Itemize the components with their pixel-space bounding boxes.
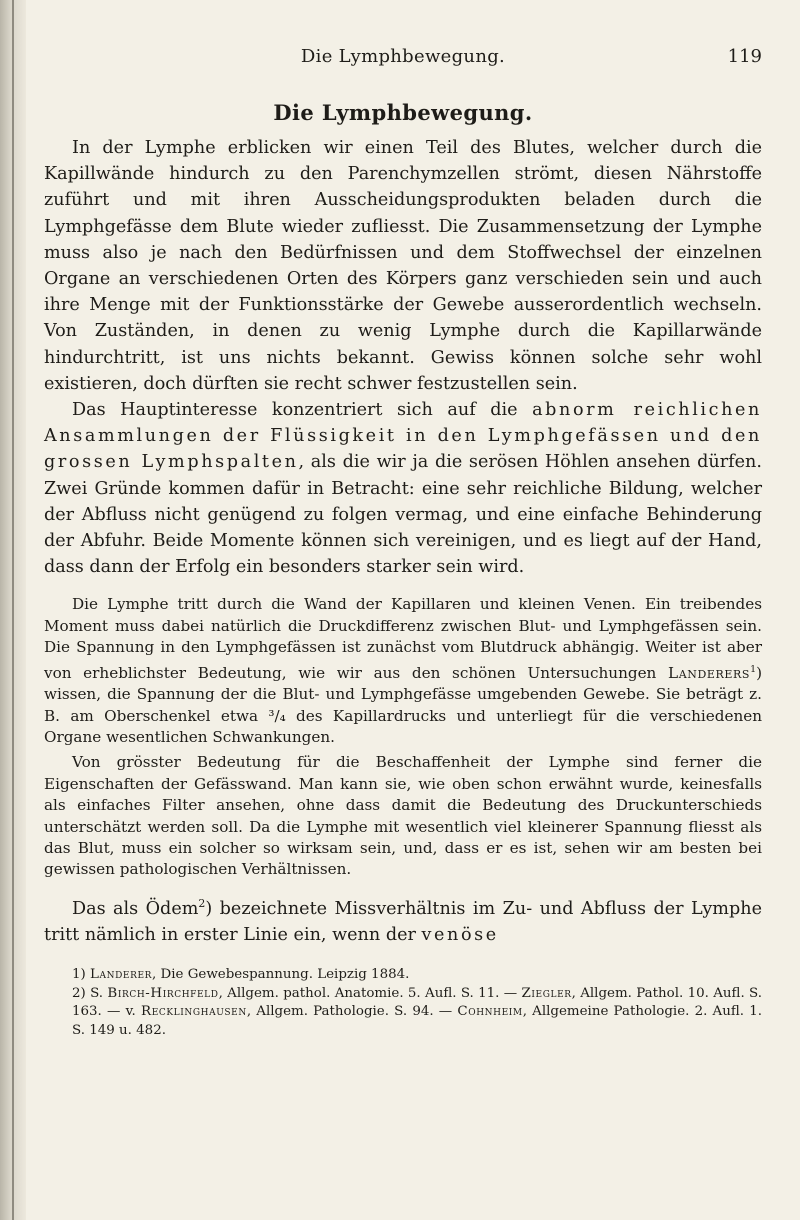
author-name: Landerers xyxy=(668,663,751,682)
paragraph-text: Das als Ödem xyxy=(72,898,199,919)
emphasized-text: venöse xyxy=(421,924,499,945)
footnote-1 xyxy=(72,966,762,985)
author-name: Birch-Hirchfeld xyxy=(107,985,219,1001)
paragraph-hauptinteresse xyxy=(44,397,762,580)
paragraph-oedem xyxy=(44,891,762,948)
book-page xyxy=(44,46,762,1040)
footnote-2 xyxy=(72,985,762,1041)
paragraph-intro: In der Lymphe erblicken wir einen Teil des Blutes, welcher durch die Kapillwände hindurch zu den Parenchymzellen strömt, diesen Nährstoffe zuführt und mit ihren Ausscheidungsprodukten beladen durch die Lymphgefässe dem Blute wieder zufliesst. Die Zusammensetzung der Lymphe muss also je nach den Bedürfnissen und dem Stoffwechsel der einzelnen Organe an verschiedenen Orten des Körpers ganz verschieden sein und auch ihre Menge mit der Funktionsstärke der Gewebe ausserordentlich wechseln. Von Zuständen, in denen zu wenig Lymphe durch die Kapillarwände hindurchtritt, ist uns nichts bekannt. Gewiss können solche sehr wohl existieren, doch dürften sie recht schwer festzustellen sein. xyxy=(44,138,762,394)
footnotes xyxy=(44,966,762,1040)
main-text-continued xyxy=(44,891,762,948)
footnote-text: , Allgem. Pathologie. S. 94. — xyxy=(246,1004,458,1020)
page-number: 119 xyxy=(727,46,762,67)
small-paragraph-lymphe xyxy=(44,594,762,748)
footnote-text: , Die Gewebespannung. Leipzig 1884. xyxy=(152,967,410,983)
author-name: Cohnheim xyxy=(457,1004,523,1020)
author-name: Recklinghausen xyxy=(141,1004,247,1020)
author-name: Ziegler xyxy=(521,985,572,1001)
footnote-text: , Allgemeine Pathologie. 2. Aufl. 1. S. 149 u. 482. xyxy=(72,1004,762,1038)
running-title: Die Lymphbewegung. xyxy=(300,46,506,67)
main-text xyxy=(44,135,762,580)
footnote-ref: 2 xyxy=(198,896,206,910)
footnote-text: , Allgem. Pathol. 10. Aufl. S. 163. — v. xyxy=(72,985,762,1020)
paragraph-text: Die Lymphe tritt durch die Wand der Kapillaren und kleinen Venen. Ein treibendes Moment muss dabei natürlich die Druckdifferenz zwischen Blut- und Lymphgefässen sein. Die Spannung in den Lymphgefässen ist zunächst vom Blutdruck abhängig. Weiter ist aber von erheblichster Bedeutung, wie wir aus den schönen Untersuchungen xyxy=(44,595,762,682)
small-paragraph-gefaesswand: Von grösster Bedeutung für die Beschaffenheit der Lymphe sind ferner die Eigenschaften der Gefässwand. Man kann sie, wie oben schon erwähnt wurde, keinesfalls als einfaches Filter ansehen, ohne dass damit die Bedeutung des Druckunterschieds unterschätzt werden soll. Da die Lymphe mit wesentlich viel kleinerer Spannung fliesst als das Blut, muss ein solcher so wirksam sein, und, dass er es ist, sehen wir am besten bei gewissen pathologischen Verhältnissen. xyxy=(44,753,762,879)
running-head xyxy=(44,46,762,76)
paragraph-text: Das Hauptinteresse konzentriert sich auf die xyxy=(72,400,533,421)
author-name: Landerer xyxy=(90,967,152,983)
footnote-text: S. xyxy=(90,985,108,1001)
footnote-text: , Allgem. pathol. Anatomie. 5. Aufl. S. 11. — xyxy=(218,985,522,1001)
paragraph-text: ) wissen, die Spannung der die Blut- und Lymphgefässe umgebenden Gewebe. Sie beträgt z. B. am Oberschenkel etwa ³/₄ des Kapillardrucks und unterliegt für die verschiedenen Organe wesentlichen Schwankungen. xyxy=(44,663,762,746)
section-heading: Die Lymphbewegung. xyxy=(273,100,533,125)
binding-edge xyxy=(12,0,14,1220)
footnote-marker: 2) xyxy=(72,985,86,1001)
small-print-section xyxy=(44,594,762,880)
footnote-ref: 1 xyxy=(750,663,757,675)
paragraph-text: , als die wir ja die serösen Höhlen ansehen dürfen. Zwei Gründe kommen dafür in Betracht: eine sehr reichliche Bildung, welcher der Abfluss nicht genügend zu folgen vermag, und eine einfache Behinderung der Abfuhr. Beide Momente können sich vereinigen, und es liegt auf der Hand, dass dann der Erfolg ein besonders starker sein wird. xyxy=(44,452,762,578)
emphasized-text: abnorm reichlichen Ansammlungen der Flüssigkeit in den Lymphgefässen und den grossen Lymphspalten xyxy=(44,400,762,473)
paragraph-text: ) bezeichnete Missverhältnis im Zu- und Abfluss der Lymphe tritt nämlich in erster Linie ein, wenn der xyxy=(44,898,762,945)
footnote-marker: 1) xyxy=(72,967,86,983)
